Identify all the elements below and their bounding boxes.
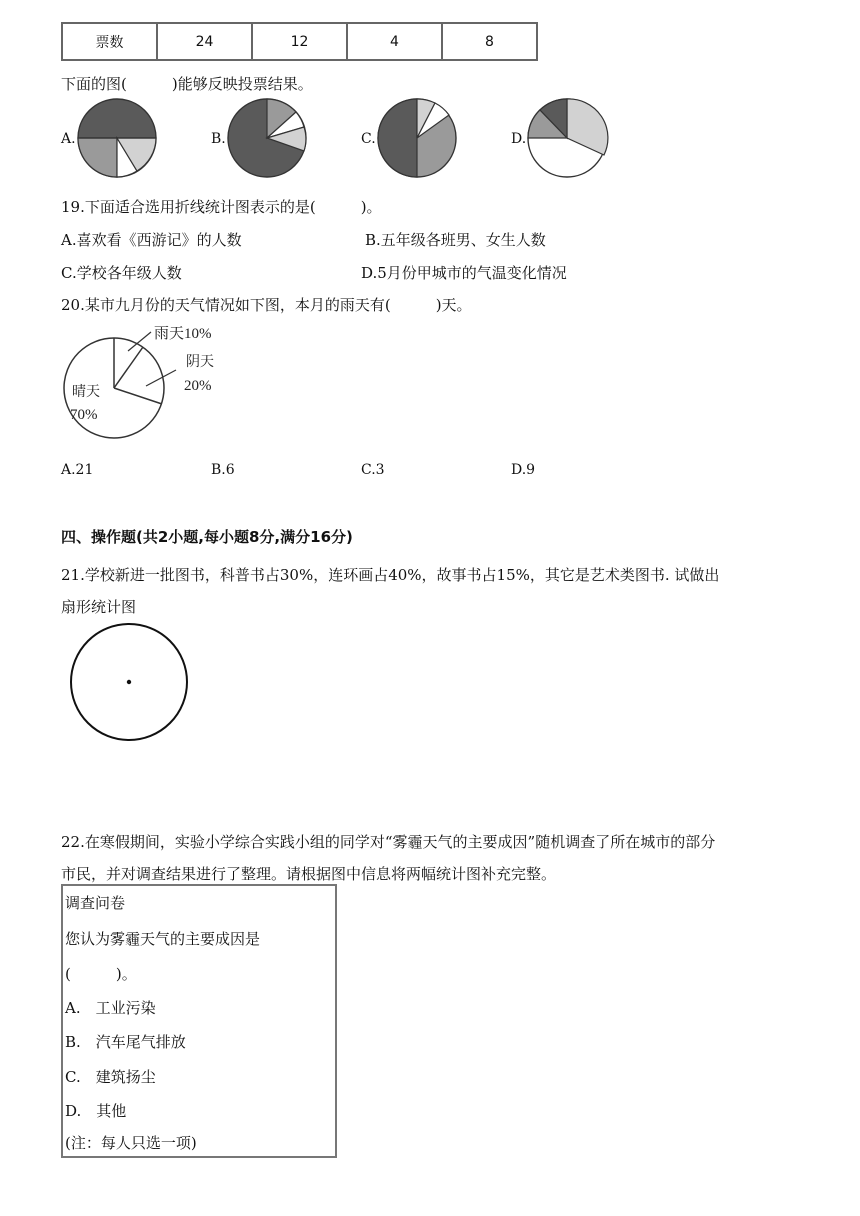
survey-option-a: A. 工业污染 xyxy=(65,999,156,1017)
q19-option-c: C.学校各年级人数 xyxy=(61,264,182,282)
cloudy-pct: 20% xyxy=(184,378,212,394)
vote-table-cell: 12 xyxy=(252,23,347,60)
survey-option-d: D. 其他 xyxy=(65,1102,127,1120)
vote-table xyxy=(61,22,538,61)
survey-box xyxy=(61,884,337,1158)
q18-text: 下面的图( )能够反映投票结果。 xyxy=(61,75,313,93)
q18-option-a: A. xyxy=(61,131,76,147)
q19-option-b: B.五年级各班男、女生人数 xyxy=(365,231,546,249)
vote-table-cell: 4 xyxy=(347,23,442,60)
table-row xyxy=(62,23,537,60)
survey-option-c: C. 建筑扬尘 xyxy=(65,1068,156,1086)
q18-option-d: D. xyxy=(511,131,527,147)
sunny-label: 晴天 xyxy=(72,385,100,400)
survey-question: 您认为雾霾天气的主要成因是 xyxy=(65,930,261,948)
survey-note: (注：每人只选一项) xyxy=(65,1134,197,1152)
q19-option-a: A.喜欢看《西游记》的人数 xyxy=(61,231,242,249)
q19-text: 19.下面适合选用折线统计图表示的是( )。 xyxy=(61,198,382,216)
q18-option-c: C. xyxy=(361,131,376,147)
q20-option-a: A.21 xyxy=(61,462,94,478)
q20-text: 20.某市九月份的天气情况如下图，本月的雨天有( )天。 xyxy=(61,296,472,314)
pie-option-b xyxy=(226,97,310,181)
q18-option-b: B. xyxy=(211,131,226,147)
cloudy-label: 阴天 xyxy=(186,355,214,370)
q21-line1: 21.学校新进一批图书，科普书占30%，连环画占40%，故事书占15%，其它是艺术类图书. 试做出 xyxy=(61,566,720,584)
pie-option-a xyxy=(76,97,160,181)
q20-option-c: C.3 xyxy=(361,462,385,478)
q22-line2: 市民，并对调查结果进行了整理。请根据图中信息将两幅统计图补充完整。 xyxy=(61,865,557,883)
q20-option-b: B.6 xyxy=(211,462,235,478)
vote-table-cell: 8 xyxy=(442,23,537,60)
sunny-pct: 70% xyxy=(70,407,98,423)
section-title: 四、操作题(共2小题,每小题8分,满分16分) xyxy=(61,528,353,546)
q21-line2: 扇形统计图 xyxy=(61,598,137,616)
vote-table-cell: 24 xyxy=(157,23,252,60)
q22-line1: 22.在寒假期间，实验小学综合实践小组的同学对“雾霾天气的主要成因”随机调查了所在城市的部分 xyxy=(61,833,716,851)
survey-option-b: B. 汽车尾气排放 xyxy=(65,1033,186,1051)
blank-circle xyxy=(68,622,190,744)
pie-option-c xyxy=(376,97,460,181)
q20-option-d: D.9 xyxy=(511,462,536,478)
survey-title: 调查问卷 xyxy=(65,894,126,912)
pie-option-d xyxy=(526,97,610,181)
q19-option-d: D.5月份甲城市的气温变化情况 xyxy=(361,264,567,282)
rain-label: 雨天10% xyxy=(154,326,212,342)
survey-blank: ( )。 xyxy=(65,965,137,983)
weather-pie-chart xyxy=(58,320,248,445)
vote-table-cell: 票数 xyxy=(62,23,157,60)
